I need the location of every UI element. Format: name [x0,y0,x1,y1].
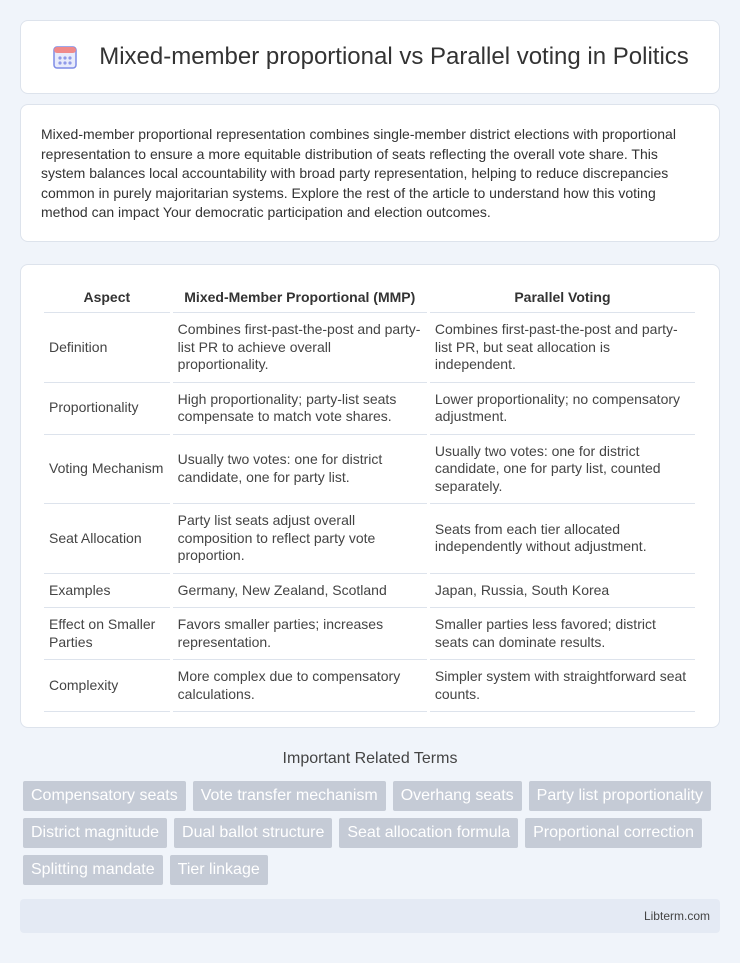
row-mmp: Party list seats adjust overall composition to reflect party vote proportion. [173,504,427,574]
row-mmp: Favors smaller parties; increases representation. [173,608,427,660]
row-aspect: Seat Allocation [44,504,170,574]
page-title: Mixed-member proportional vs Parallel voting in Politics [99,43,689,70]
row-parallel: Seats from each tier allocated independently without adjustment. [430,504,695,574]
row-mmp: Germany, New Zealand, Scotland [173,574,427,609]
related-term-tag[interactable]: Party list proportionality [529,781,711,811]
table-row [44,574,695,609]
related-term-tag[interactable]: District magnitude [23,818,167,848]
row-aspect: Examples [44,574,170,609]
row-mmp: Usually two votes: one for district candidate, one for party list. [173,435,427,505]
row-parallel: Smaller parties less favored; district seats can dominate results. [430,608,695,660]
row-aspect: Voting Mechanism [44,435,170,505]
related-terms-title: Important Related Terms [282,750,458,767]
comparison-table [41,283,698,712]
related-term-tag[interactable]: Vote transfer mechanism [193,781,386,811]
table-row [44,435,695,505]
row-aspect: Complexity [44,660,170,712]
row-aspect: Definition [44,313,170,383]
related-term-tag[interactable]: Proportional correction [525,818,702,848]
table-header-row [44,283,695,313]
table-row [44,660,695,712]
row-parallel: Japan, Russia, South Korea [430,574,695,609]
header-mmp: Mixed-Member Proportional (MMP) [173,283,427,313]
table-row [44,504,695,574]
calendar-icon [51,43,79,71]
row-mmp: More complex due to compensatory calculations. [173,660,427,712]
row-aspect: Proportionality [44,383,170,435]
related-term-tag[interactable]: Splitting mandate [23,855,163,885]
row-parallel: Lower proportionality; no compensatory adjustment. [430,383,695,435]
row-mmp: High proportionality; party-list seats compensate to match vote shares. [173,383,427,435]
related-term-tag[interactable]: Overhang seats [393,781,522,811]
header-aspect: Aspect [44,283,170,313]
header-card [20,20,720,94]
header-parallel: Parallel Voting [430,283,695,313]
row-parallel: Combines first-past-the-post and party-list PR, but seat allocation is independent. [430,313,695,383]
related-term-tag[interactable]: Tier linkage [170,855,268,885]
table-row [44,313,695,383]
row-aspect: Effect on Smaller Parties [44,608,170,660]
related-term-tag[interactable]: Seat allocation formula [339,818,518,848]
footer-site-link[interactable]: Libterm.com [643,909,710,923]
intro-card [20,104,720,242]
table-row [44,608,695,660]
row-mmp: Combines first-past-the-post and party-list PR to achieve overall proportionality. [173,313,427,383]
footer [20,899,720,933]
intro-paragraph: Mixed-member proportional representation combines single-member district elections with proportional representation to ensure a more equitable distribution of seats reflecting the overall vote share. This system balances local accountability with broad party representation, helping to reduce discrepancies common in purely majoritarian systems. Explore the rest of the article to understand how this voting method can impact Your democratic participation and election outcomes. [41,126,676,220]
table-row [44,383,695,435]
comparison-card [20,264,720,728]
related-terms-list [23,781,723,892]
related-term-tag[interactable]: Dual ballot structure [174,818,332,848]
row-parallel: Simpler system with straightforward seat counts. [430,660,695,712]
related-term-tag[interactable]: Compensatory seats [23,781,186,811]
row-parallel: Usually two votes: one for district candidate, one for party list, counted separately. [430,435,695,505]
